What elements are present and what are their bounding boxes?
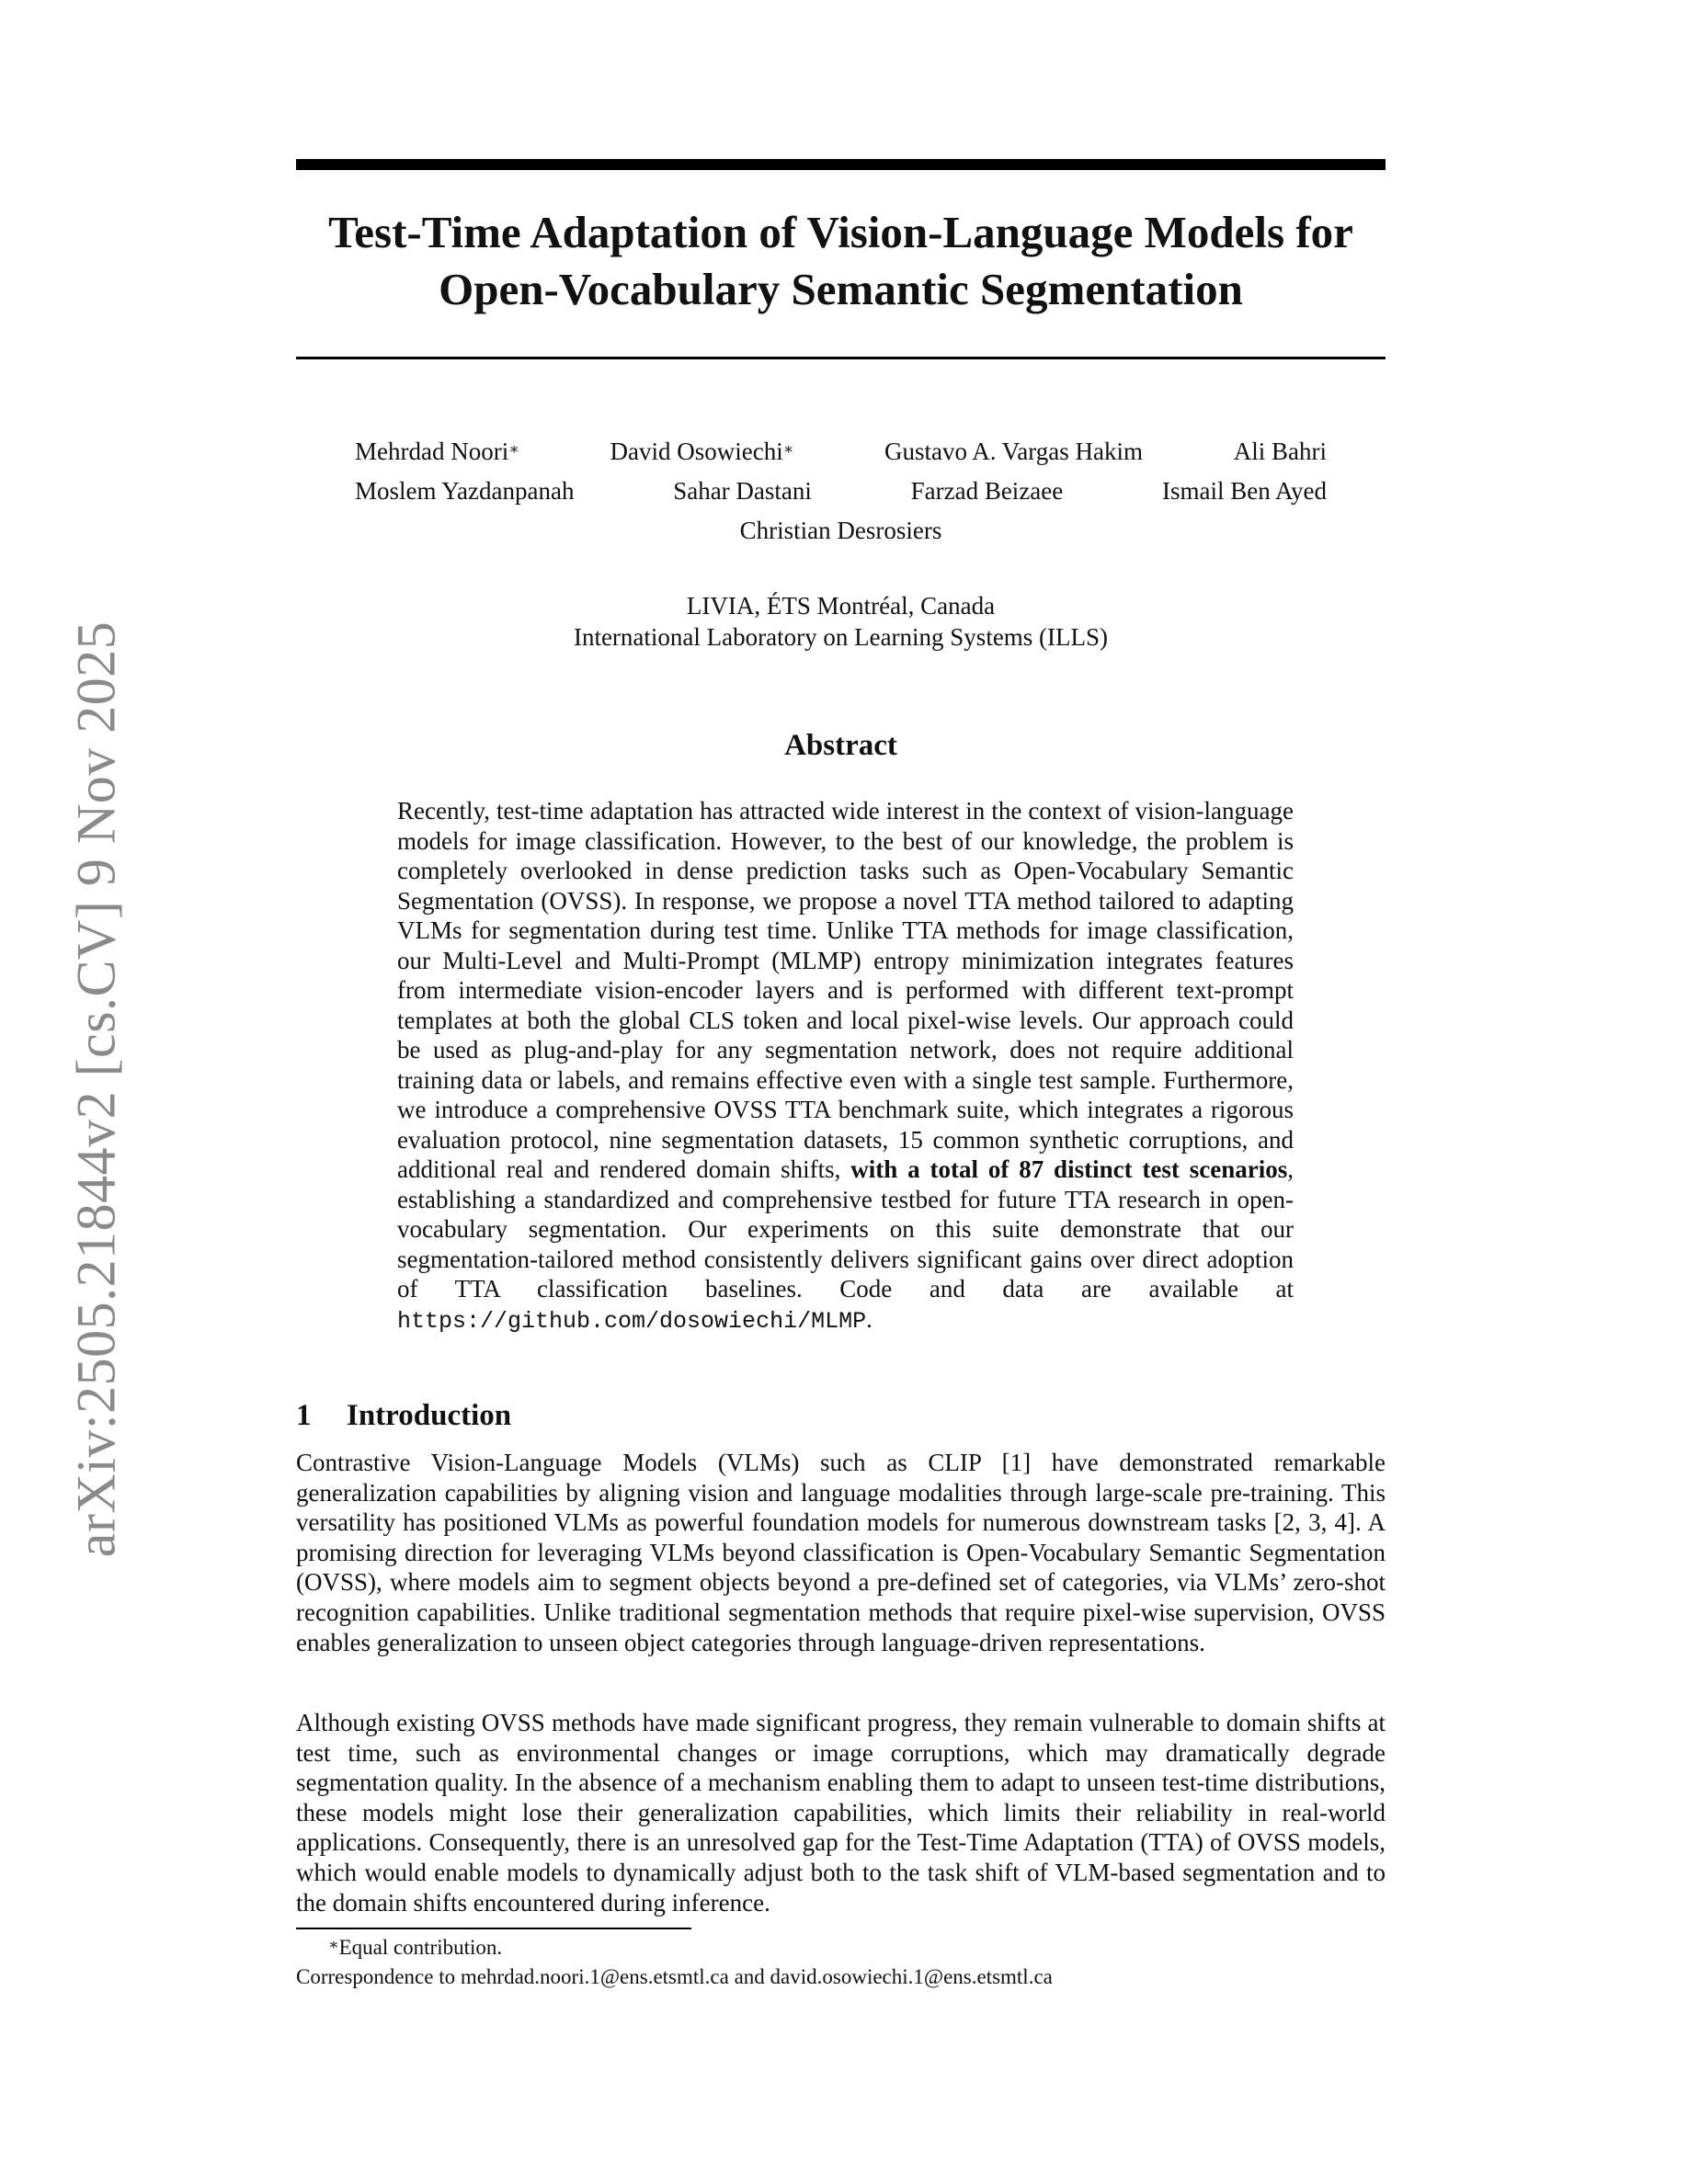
footnote-equal-contribution: ∗Equal contribution. xyxy=(328,1936,503,1959)
footnotes xyxy=(296,1933,1386,1992)
affiliation-line-2: International Laboratory on Learning Systems (ILLS) xyxy=(573,623,1109,651)
abstract-highlight: with a total of 87 distinct test scenarios xyxy=(850,1155,1288,1183)
author: Farzad Beizaee xyxy=(910,477,1064,505)
intro-paragraph-1: Contrastive Vision-Language Models (VLMs) such as CLIP [1] have demonstrated remarkable generalization capabilities by aligning vision and language modalities through large-scale pre-training. This versatility has positioned VLMs as powerful foundation models for numerous downstream tasks [2, 3, 4]. A promising direction for leveraging VLMs beyond classification is Open-Vocabulary Semantic Segmentation (OVSS), where models aim to segment objects beyond a pre-defined set of categories, via VLMs’ zero-shot recognition capabilities. Unlike traditional segmentation methods that require pixel-wise supervision, OVSS enables generalization to unseen object categories through language-driven representations. xyxy=(296,1449,1386,1656)
arxiv-identifier: arXiv:2505.21844v2 [cs.CV] 9 Nov 2025 xyxy=(65,620,127,1558)
footnote-rule xyxy=(296,1928,691,1929)
code-link[interactable]: https://github.com/dosowiechi/MLMP xyxy=(397,1307,867,1335)
author: Sahar Dastani xyxy=(673,477,812,505)
author-row-3 xyxy=(296,511,1386,551)
paper-title xyxy=(296,204,1386,318)
title-bottom-rule xyxy=(296,357,1386,359)
section-number: 1 xyxy=(296,1399,312,1432)
footnote-correspondence: Correspondence to mehrdad.noori.1@ens.etsmtl.ca and david.osowiechi.1@ens.etsmtl.ca xyxy=(296,1965,1053,1988)
arxiv-stamp xyxy=(0,607,129,1572)
author: Moslem Yazdanpanah xyxy=(355,477,575,505)
author: Mehrdad Noori∗ xyxy=(355,438,519,465)
section-title: Introduction xyxy=(347,1399,512,1432)
title-line-1: Test-Time Adaptation of Vision-Language Models for xyxy=(328,207,1353,257)
author-row-1 xyxy=(296,432,1386,472)
author-list xyxy=(296,432,1386,551)
title-top-rule xyxy=(296,159,1386,170)
title-line-2: Open-Vocabulary Semantic Segmentation xyxy=(439,264,1243,314)
abstract-heading: Abstract xyxy=(784,729,897,762)
affiliation-line-1: LIVIA, ÉTS Montréal, Canada xyxy=(686,592,996,620)
author-row-2 xyxy=(296,472,1386,511)
author: Gustavo A. Vargas Hakim xyxy=(884,438,1144,465)
section-heading-introduction xyxy=(296,1399,511,1433)
author: Christian Desrosiers xyxy=(739,517,942,544)
author: Ali Bahri xyxy=(1233,438,1327,465)
author: David Osowiechi∗ xyxy=(610,438,794,465)
author: Ismail Ben Ayed xyxy=(1161,477,1327,505)
abstract-text: Recently, test-time adaptation has attracted wide interest in the context of vision-language models for image classification. However, to the best of our knowledge, the problem is completely overlooked in dense prediction tasks such as Open-Vocabulary Semantic Segmentation (OVSS). In response, we propose a novel TTA method tailored to adapting VLMs for segmentation during test time. Unlike TTA methods for image classification, our Multi-Level and Multi-Prompt (MLMP) entropy minimization integrates features from intermediate vision-encoder layers and is performed with different text-prompt templates at both the global CLS token and local pixel-wise levels. Our approach could be used as plug-and-play for any segmentation network, does not require additional training data or labels, and remains effective even with a single test sample. Furthermore, we introduce a comprehensive OVSS TTA benchmark suite, which integrates a rigorous evaluation protocol, nine segmentation datasets, 15 common synthetic corruptions, and additional real and rendered domain shifts, with a total of 87 distinct test scenarios, establishing a standardized and comprehensive testbed for future TTA research in open-vocabulary segmentation. Our experiments on this suite demonstrate that our segmentation-tailored method consistently delivers significant gains over direct adoption of TTA classification baselines. Code and data are available at https://github.com/dosowiechi/MLMP. xyxy=(397,797,1294,1335)
affiliation xyxy=(296,590,1386,653)
intro-paragraph-2: Although existing OVSS methods have made significant progress, they remain vulnerable to domain shifts at test time, such as environmental changes or image corruptions, which may dramatically degrade segmentation quality. In the absence of a mechanism enabling them to adapt to unseen test-time distributions, these models might lose their generalization capabilities, which limits their reliability in real-world applications. Consequently, there is an unresolved gap for the Test-Time Adaptation (TTA) of OVSS models, which would enable models to dynamically adjust both to the task shift of VLM-based segmentation and to the domain shifts encountered during inference. xyxy=(296,1709,1386,1917)
